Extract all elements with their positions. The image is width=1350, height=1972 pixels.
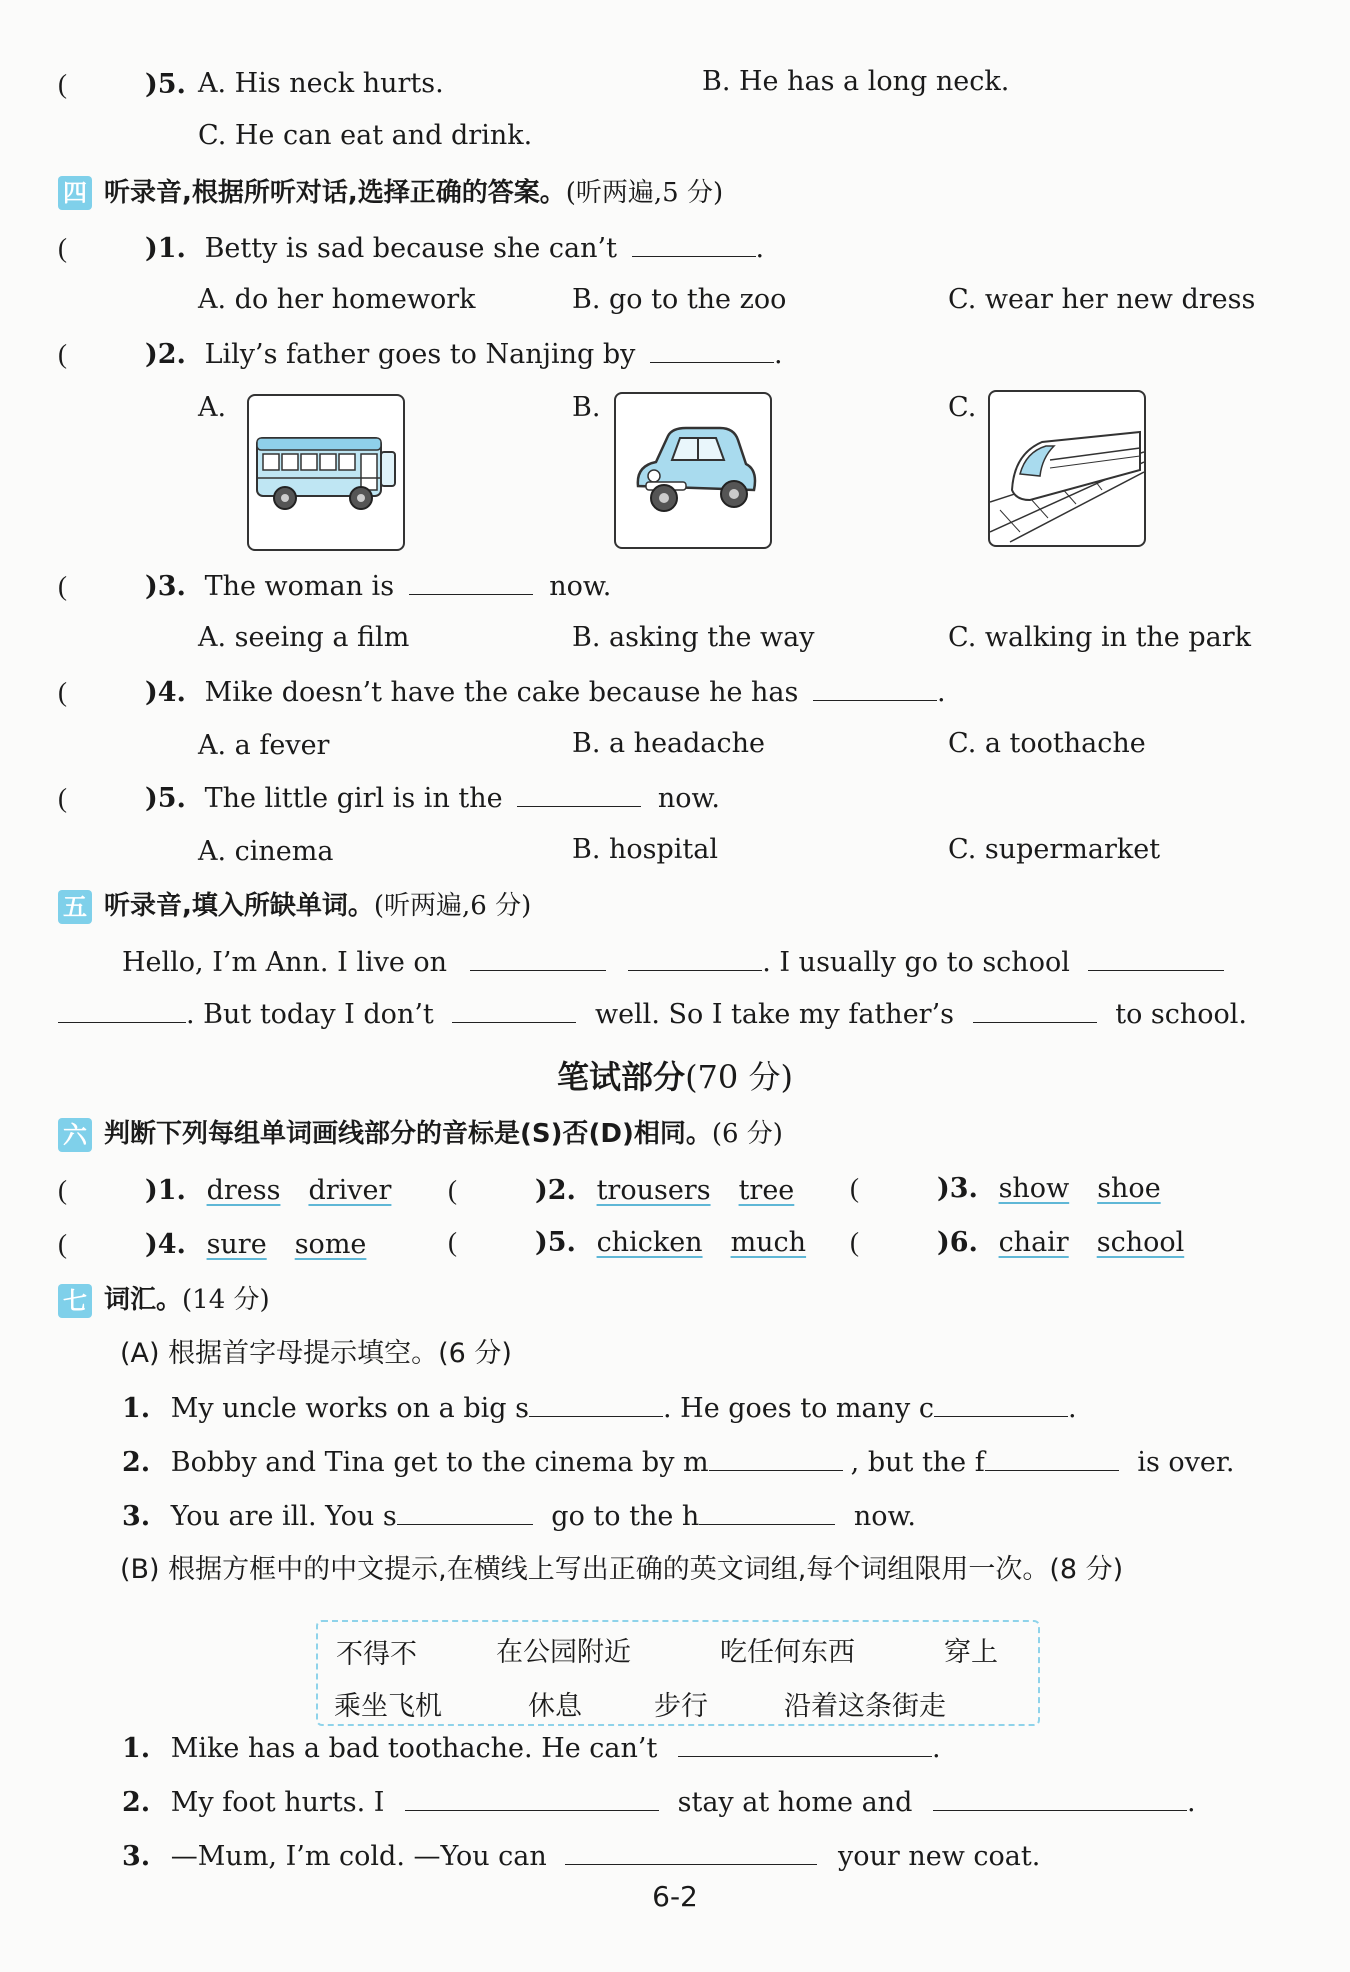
answer-blank[interactable] [709, 1444, 843, 1471]
phonics-item: ( )6. chair school [850, 1227, 1185, 1258]
option-c: C. walking in the park [948, 622, 1252, 653]
answer-blank[interactable] [405, 1784, 659, 1811]
answer-paren[interactable]: ( [850, 1227, 859, 1257]
phonics-item: ( )5. chicken much [448, 1227, 807, 1258]
fill-item: 2. Bobby and Tina get to the cinema by m , but the f is over. [122, 1444, 1234, 1481]
section-title: 听录音,根据所听对话,选择正确的答案。(听两遍,5 分) [104, 178, 724, 208]
question-row: ( )1. Betty is sad because she can’t . [58, 230, 764, 267]
question-row: ( )5. The little girl is in the now. [58, 780, 720, 817]
answer-blank[interactable] [397, 1498, 533, 1525]
answer-blank[interactable] [650, 336, 774, 363]
answer-paren[interactable]: ( [448, 1175, 457, 1205]
box-phrase: 不得不 [336, 1639, 417, 1670]
fill-item: 3. You are ill. You s go to the h now. [122, 1498, 916, 1535]
answer-paren[interactable]: ( [58, 233, 67, 263]
box-phrase: 穿上 [944, 1637, 998, 1668]
train-icon [990, 392, 1144, 545]
answer-blank[interactable] [452, 996, 576, 1023]
phonics-item: ( )2. trousers tree [448, 1175, 795, 1206]
passage-line-1: Hello, I’m Ann. I live on . I usually go to school [122, 944, 1224, 981]
answer-paren[interactable]: ( [58, 1229, 67, 1259]
option-b: B. hospital [572, 834, 719, 865]
option-c: C. wear her new dress [948, 284, 1256, 315]
option-b: B. [572, 392, 601, 423]
answer-paren[interactable]: ( [58, 1175, 67, 1205]
answer-blank[interactable] [517, 780, 641, 807]
answer-blank[interactable] [933, 1784, 1187, 1811]
section-title: 词汇。(14 分) [104, 1285, 270, 1315]
bus-icon [249, 396, 403, 549]
answer-paren[interactable]: ( [58, 69, 67, 99]
answer-paren[interactable]: ( [58, 339, 67, 369]
answer-blank[interactable] [934, 1390, 1068, 1417]
answer-blank[interactable] [1088, 944, 1224, 971]
option-a: A. cinema [198, 836, 334, 867]
car-picture[interactable] [614, 392, 772, 549]
train-picture[interactable] [988, 390, 1146, 547]
phonics-item: ( )1. dress driver [58, 1175, 392, 1206]
answer-blank[interactable] [678, 1730, 932, 1757]
fill-item: 2. My foot hurts. I stay at home and . [122, 1784, 1196, 1821]
box-phrase: 步行 [654, 1691, 708, 1722]
car-icon [616, 394, 770, 547]
box-phrase: 在公园附近 [496, 1637, 631, 1668]
question-row: ( )4. Mike doesn’t have the cake because he has . [58, 674, 946, 711]
box-phrase: 休息 [528, 1691, 582, 1722]
phonics-item: ( )4. sure some [58, 1229, 367, 1260]
section-title: 听录音,填入所缺单词。(听两遍,6 分) [104, 891, 532, 921]
fill-item: 3. —Mum, I’m cold. —You can your new coat. [122, 1838, 1040, 1875]
option-c: C. He can eat and drink. [198, 120, 533, 151]
answer-paren[interactable]: ( [448, 1227, 457, 1257]
phonics-item: ( )3. show shoe [850, 1173, 1161, 1204]
section-badge: 五 [58, 890, 92, 924]
answer-paren[interactable]: ( [58, 783, 67, 813]
question-row: ( )2. Lily’s father goes to Nanjing by . [58, 336, 783, 373]
question-row: ( )3. The woman is now. [58, 568, 611, 605]
answer-blank[interactable] [699, 1498, 835, 1525]
option-a: A. [198, 392, 227, 423]
box-phrase: 吃任何东西 [720, 1637, 855, 1668]
box-phrase: 乘坐飞机 [334, 1691, 442, 1722]
option-a: A. His neck hurts. [198, 68, 444, 99]
answer-paren[interactable]: ( [58, 571, 67, 601]
question-row [58, 66, 186, 103]
option-b: B. He has a long neck. [702, 66, 1010, 97]
option-c: C. supermarket [948, 834, 1161, 865]
answer-paren[interactable]: ( [58, 677, 67, 707]
box-phrase: 沿着这条街走 [784, 1691, 946, 1722]
option-a: A. a fever [198, 730, 330, 761]
answer-blank[interactable] [628, 944, 762, 971]
option-b: B. go to the zoo [572, 284, 787, 315]
answer-blank[interactable] [409, 568, 533, 595]
section-badge: 七 [58, 1284, 92, 1318]
answer-blank[interactable] [973, 996, 1097, 1023]
section-title: 判断下列每组单词画线部分的音标是(S)否(D)相同。(6 分) [104, 1119, 783, 1149]
answer-blank[interactable] [813, 674, 937, 701]
option-c: C. a toothache [948, 728, 1146, 759]
page-title: 笔试部分(70 分) [557, 1058, 793, 1096]
option-b: B. asking the way [572, 622, 815, 653]
section-badge: 六 [58, 1118, 92, 1152]
passage-line-2: . But today I don’t well. So I take my father’s to school. [58, 996, 1247, 1033]
answer-blank[interactable] [529, 1390, 663, 1417]
option-c: C. [948, 392, 977, 423]
answer-blank[interactable] [565, 1838, 817, 1865]
fill-item: 1. My uncle works on a big s . He goes to many c . [122, 1390, 1077, 1427]
fill-item: 1. Mike has a bad toothache. He can’t . [122, 1730, 941, 1767]
bus-picture[interactable] [247, 394, 405, 551]
section-badge: 四 [58, 176, 92, 210]
answer-blank[interactable] [58, 996, 186, 1023]
part-b-heading: (B) 根据方框中的中文提示,在横线上写出正确的英文词组,每个词组限用一次。(8 分) [120, 1554, 1124, 1585]
option-a: A. seeing a film [198, 622, 410, 653]
part-a-heading: (A) 根据首字母提示填空。(6 分) [120, 1338, 512, 1369]
option-b: B. a headache [572, 728, 766, 759]
answer-blank[interactable] [632, 230, 756, 257]
option-a: A. do her homework [198, 284, 476, 315]
question-number: )5. [145, 69, 186, 100]
answer-blank[interactable] [470, 944, 606, 971]
page-number: 6-2 [652, 1880, 698, 1913]
answer-blank[interactable] [985, 1444, 1119, 1471]
answer-paren[interactable]: ( [850, 1173, 859, 1203]
